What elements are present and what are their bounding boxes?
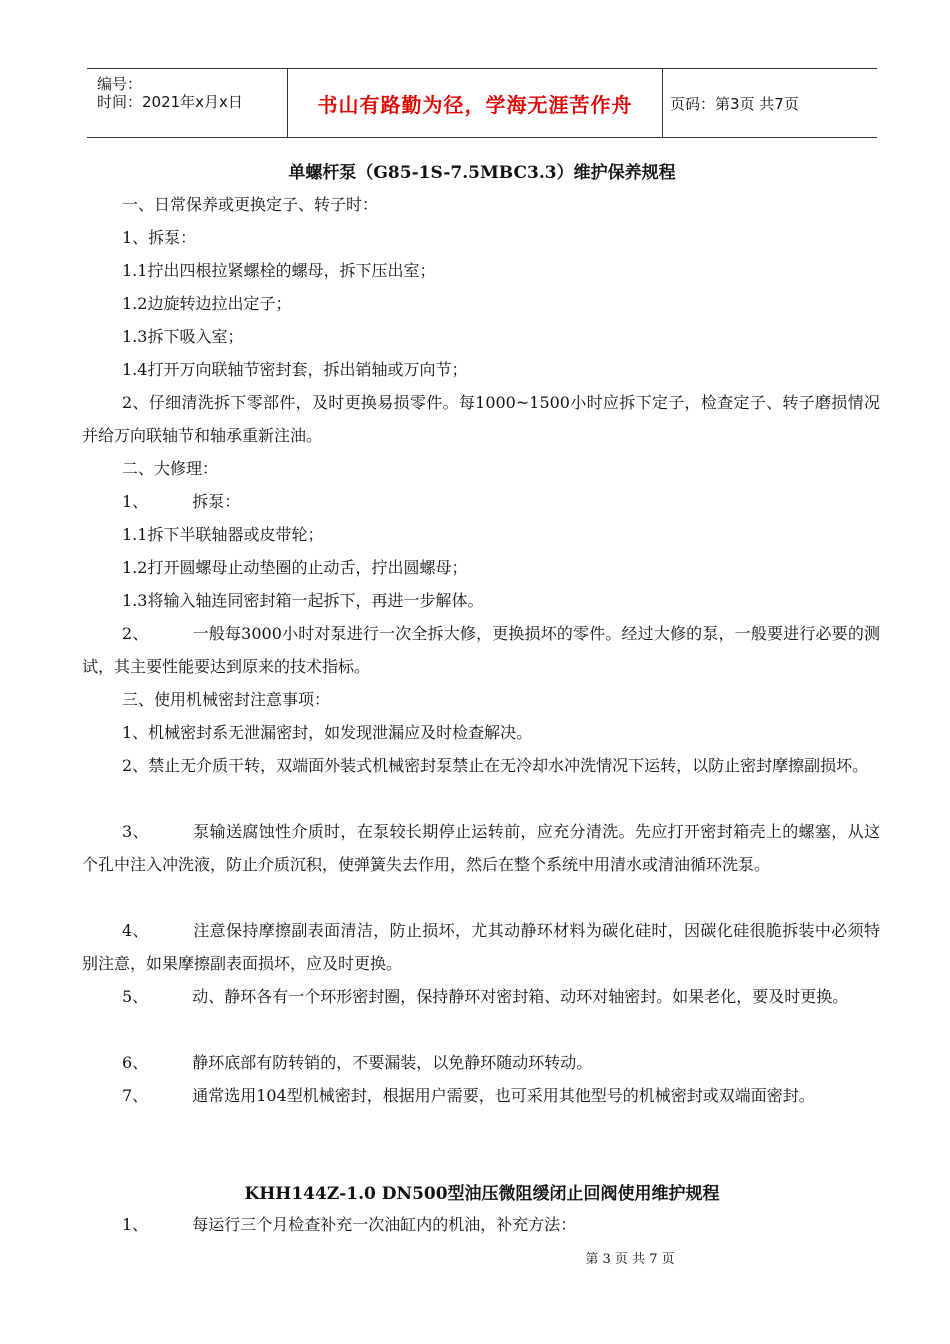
page-footer [0, 1248, 950, 1267]
item-text: 注意保持摩擦副表面清洁，防止损坏，尤其动静环材料为碳化硅时，因碳化硅很脆拆装中必须特别注意，如果摩擦副表面损坏，应及时更换。 [82, 921, 880, 973]
item-number: 4、 [122, 921, 149, 940]
doc-title-2: KHH144Z-1.0 DN500型油压微阻缓闭止回阀使用维护规程 [244, 1184, 720, 1204]
paragraph [82, 485, 880, 518]
item-number: 1、 [122, 492, 149, 511]
time-label: 时间：2021年x月x日 [97, 93, 243, 111]
paragraph: 2、仔细清洗拆下零部件，及时更换易损零件。每1000~1500小时应拆下定子，检查定子、转子磨损情况并给万向联轴节和轴承重新注油。 [82, 393, 880, 445]
header-left [87, 69, 287, 137]
item-text: 一般每3000小时对泵进行一次全拆大修，更换损坏的零件。经过大修的泵，一般要进行必要的测试，其主要性能要达到原来的技术指标。 [82, 624, 880, 676]
paragraph: 1.1拆下半联轴器或皮带轮； [122, 525, 324, 544]
paragraph: 1.3将输入轴连同密封箱一起拆下，再进一步解体。 [122, 591, 484, 610]
header-middle [287, 69, 663, 137]
paragraph: 1、机械密封系无泄漏密封，如发现泄漏应及时检查解决。 [122, 723, 533, 742]
item-number: 5、 [122, 987, 149, 1006]
paragraph: 1.2打开圆螺母止动垫圈的止动舌，拧出圆螺母； [122, 558, 468, 577]
paragraph: 1.3拆下吸入室； [122, 327, 244, 346]
paragraph [82, 914, 880, 980]
item-text: 泵输送腐蚀性介质时，在泵较长期停止运转前，应充分清洗。先应打开密封箱壳上的螺塞，从这个孔中注入冲洗液，防止介质沉积，使弹簧失去作用，然后在整个系统中用清水或清油循环洗泵。 [82, 822, 880, 874]
header-right [662, 69, 877, 137]
paragraph [82, 1046, 880, 1079]
motto: 书山有路勤为径，学海无涯苦作舟 [317, 92, 633, 117]
paragraph [82, 980, 880, 1013]
paragraph: 1.2边旋转边拉出定子； [122, 294, 292, 313]
section-heading: 一、日常保养或更换定子、转子时： [122, 195, 379, 214]
item-number: 2、 [122, 624, 149, 643]
page-label: 页码：第3页 共7页 [670, 94, 799, 113]
footer-page-number: 第 3 页 共 7 页 [585, 1252, 675, 1267]
item-text: 通常选用104型机械密封，根据用户需要，也可采用其他型号的机械密封或双端面密封。 [192, 1086, 815, 1105]
item-number: 3、 [122, 822, 149, 841]
paragraph: 1.4打开万向联轴节密封套，拆出销轴或万向节； [122, 360, 468, 379]
paragraph [82, 1079, 880, 1112]
paragraph: 2、禁止无介质干转，双端面外装式机械密封泵禁止在无冷却水冲洗情况下运转，以防止密封摩擦副损坏。 [122, 756, 869, 775]
paragraph: 1、拆泵： [122, 228, 197, 247]
paragraph [82, 617, 880, 683]
paragraph [82, 815, 880, 881]
doc-title-1: 单螺杆泵（G85-1S-7.5MBC3.3）维护保养规程 [288, 163, 676, 183]
paragraph [82, 1208, 880, 1241]
item-text: 动、静环各有一个环形密封圈，保持静环对密封箱、动环对轴密封。如果老化，要及时更换。 [192, 987, 849, 1006]
page-header [87, 68, 877, 138]
item-text: 静环底部有防转销的，不要漏装，以免静环随动环转动。 [192, 1053, 593, 1072]
item-text: 拆泵： [192, 492, 241, 511]
item-number: 7、 [122, 1086, 149, 1105]
number-label: 编号： [97, 75, 143, 93]
paragraph: 1.1拧出四根拉紧螺栓的螺母，拆下压出室； [122, 261, 436, 280]
section-heading: 三、使用机械密封注意事项： [122, 690, 331, 709]
item-number: 1、 [122, 1215, 149, 1234]
item-number: 6、 [122, 1053, 149, 1072]
item-text: 每运行三个月检查补充一次油缸内的机油，补充方法： [192, 1215, 577, 1234]
section-heading: 二、大修理： [122, 459, 219, 478]
